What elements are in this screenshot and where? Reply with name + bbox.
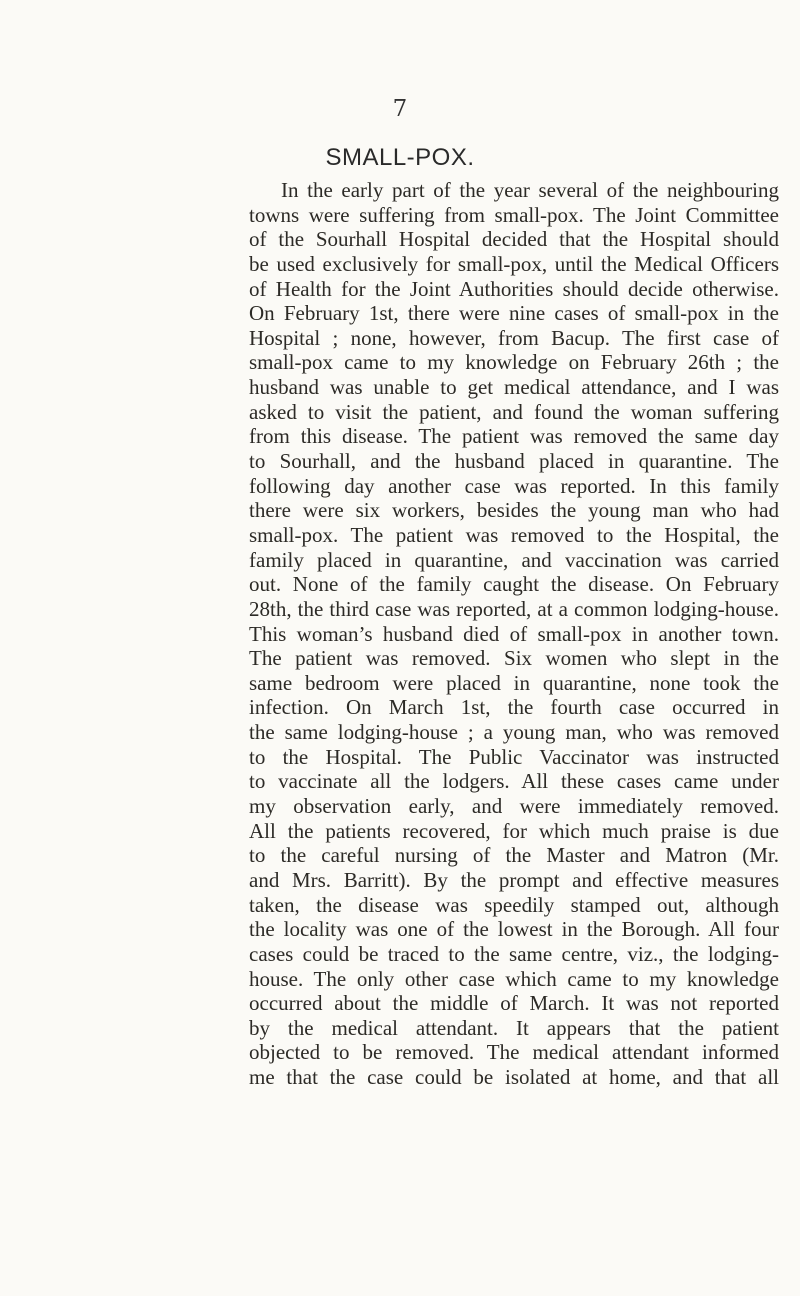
page-number: 7 bbox=[392, 96, 408, 122]
text-line: occurred about the middle of March. It was not reported bbox=[249, 991, 779, 1016]
text-line: the locality was one of the lowest in the Borough. All four bbox=[249, 917, 779, 942]
text-line: house. The only other case which came to my knowledge bbox=[249, 966, 779, 991]
body-paragraph bbox=[249, 178, 779, 1090]
text-line: small-pox. The patient was removed to the Hospital, the bbox=[249, 522, 779, 547]
text-line: husband was unable to get medical attendance, and I was bbox=[249, 375, 779, 400]
text-line: and Mrs. Barritt). By the prompt and effective measures bbox=[249, 867, 779, 892]
text-line: of the Sourhall Hospital decided that the Hospital should bbox=[249, 227, 779, 252]
text-line: following day another case was reported. In this family bbox=[249, 473, 779, 498]
text-line: be used exclusively for small-pox, until the Medical Officers bbox=[249, 251, 779, 276]
text-line: to Sourhall, and the husband placed in quarantine. The bbox=[249, 449, 779, 474]
text-line: towns were suffering from small-pox. The Joint Committee bbox=[249, 202, 779, 227]
text-line: there were six workers, besides the young man who had bbox=[249, 498, 779, 523]
text-line: Hospital ; none, however, from Bacup. The first case of bbox=[249, 325, 779, 350]
text-line: my observation early, and were immediately removed. bbox=[249, 794, 779, 819]
text-line: to the careful nursing of the Master and Matron (Mr. bbox=[249, 843, 779, 868]
text-line: from this disease. The patient was removed the same day bbox=[249, 424, 779, 449]
text-line: infection. On March 1st, the fourth case occurred in bbox=[249, 695, 779, 720]
text-line: by the medical attendant. It appears that the patient bbox=[249, 1015, 779, 1040]
text-line: me that the case could be isolated at home, and that all bbox=[249, 1065, 779, 1090]
text-line: In the early part of the year several of the neighbouring bbox=[281, 178, 779, 202]
text-line: All the patients recovered, for which much praise is due bbox=[249, 818, 779, 843]
text-line: On February 1st, there were nine cases of small-pox in the bbox=[249, 301, 779, 326]
text-line: taken, the disease was speedily stamped out, although bbox=[249, 892, 779, 917]
text-line: out. None of the family caught the disease. On February bbox=[249, 572, 779, 597]
text-line: to the Hospital. The Public Vaccinator was instructed bbox=[249, 744, 779, 769]
section-heading: SMALL-POX. bbox=[325, 144, 475, 171]
text-line: This woman’s husband died of small-pox in another town. bbox=[249, 621, 779, 646]
text-line: 28th, the third case was reported, at a common lodging-house. bbox=[249, 596, 779, 621]
text-line: asked to visit the patient, and found the woman suffering bbox=[249, 399, 779, 424]
text-line: small-pox came to my knowledge on February 26th ; the bbox=[249, 350, 779, 375]
text-line: to vaccinate all the lodgers. All these cases came under bbox=[249, 769, 779, 794]
text-line: same bedroom were placed in quarantine, none took the bbox=[249, 670, 779, 695]
text-line: The patient was removed. Six women who slept in the bbox=[249, 646, 779, 671]
text-line: objected to be removed. The medical attendant informed bbox=[249, 1040, 779, 1065]
text-line: family placed in quarantine, and vaccination was carried bbox=[249, 547, 779, 572]
text-line: cases could be traced to the same centre, viz., the lodging- bbox=[249, 941, 779, 966]
text-line: of Health for the Joint Authorities should decide otherwise. bbox=[249, 276, 779, 301]
text-line: the same lodging-house ; a young man, who was removed bbox=[249, 720, 779, 745]
